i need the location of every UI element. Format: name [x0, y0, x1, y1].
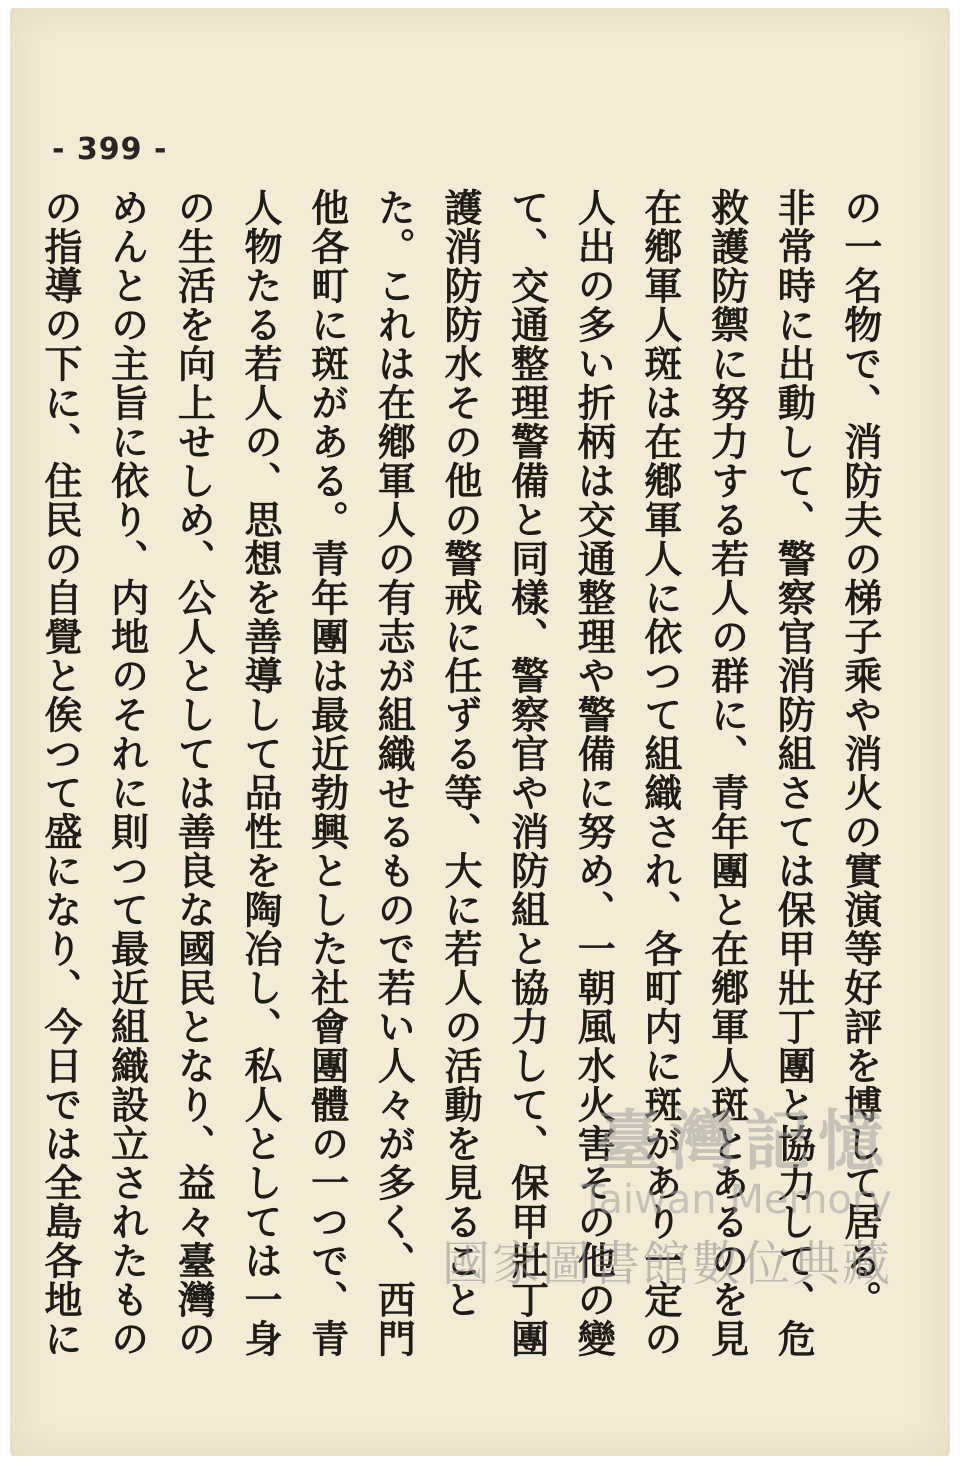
body-text	[30, 188, 890, 1368]
text-column: めんとの主旨に依り、内地のそれに則つて最近組織設立されたもの	[104, 188, 150, 1358]
text-column: た。これは在鄕軍人の有志が組織せるもので若い人々が多く、西門	[371, 188, 417, 1358]
book-page	[10, 8, 950, 1456]
watermark-institution: 國家圖書館數位典藏	[441, 1236, 892, 1292]
text-column: て、交通整理警備と同樣、警察官や消防組と協力して、保甲壯丁團	[504, 188, 550, 1358]
text-column: 人物たる若人の、思想を善導して品性を陶冶し、私人としては一身	[237, 188, 283, 1358]
text-column: の一名物で、消防夫の梯子乘や消火の實演等好評を博して居る。	[837, 188, 883, 1319]
text-column: 人出の多い折柄は交通整理や警備に努め、一朝風水火害その他の變	[571, 188, 617, 1358]
text-column: 非常時に出動して、警察官消防組さては保甲壯丁團と協力して、危	[771, 188, 817, 1358]
watermark-english: Taiwan Memory	[580, 1177, 892, 1223]
text-column: 在鄕軍人斑は在鄕軍人に依つて組織され、各町内に斑があり一定の	[637, 188, 683, 1358]
text-column: の指導の下に、住民の自覺と俟つて盛になり、今日では全島各地に	[38, 188, 83, 1358]
text-column: 救護防禦に努力する若人の群に、青年團と在鄕軍人斑とあるのを見	[704, 188, 750, 1358]
page-number: - 399 -	[52, 132, 168, 167]
text-column: の生活を向上せしめ、公人としては善良な國民となり、益々臺灣の	[171, 188, 217, 1358]
text-column: 他各町に斑がある。青年團は最近勃興とした社會團體の一つで、青	[304, 188, 350, 1358]
text-column: 護消防防水その他の警戒に任ずる等、大に若人の活動を見ること	[437, 188, 483, 1319]
watermark-logo: 臺灣記憶	[596, 1102, 892, 1180]
